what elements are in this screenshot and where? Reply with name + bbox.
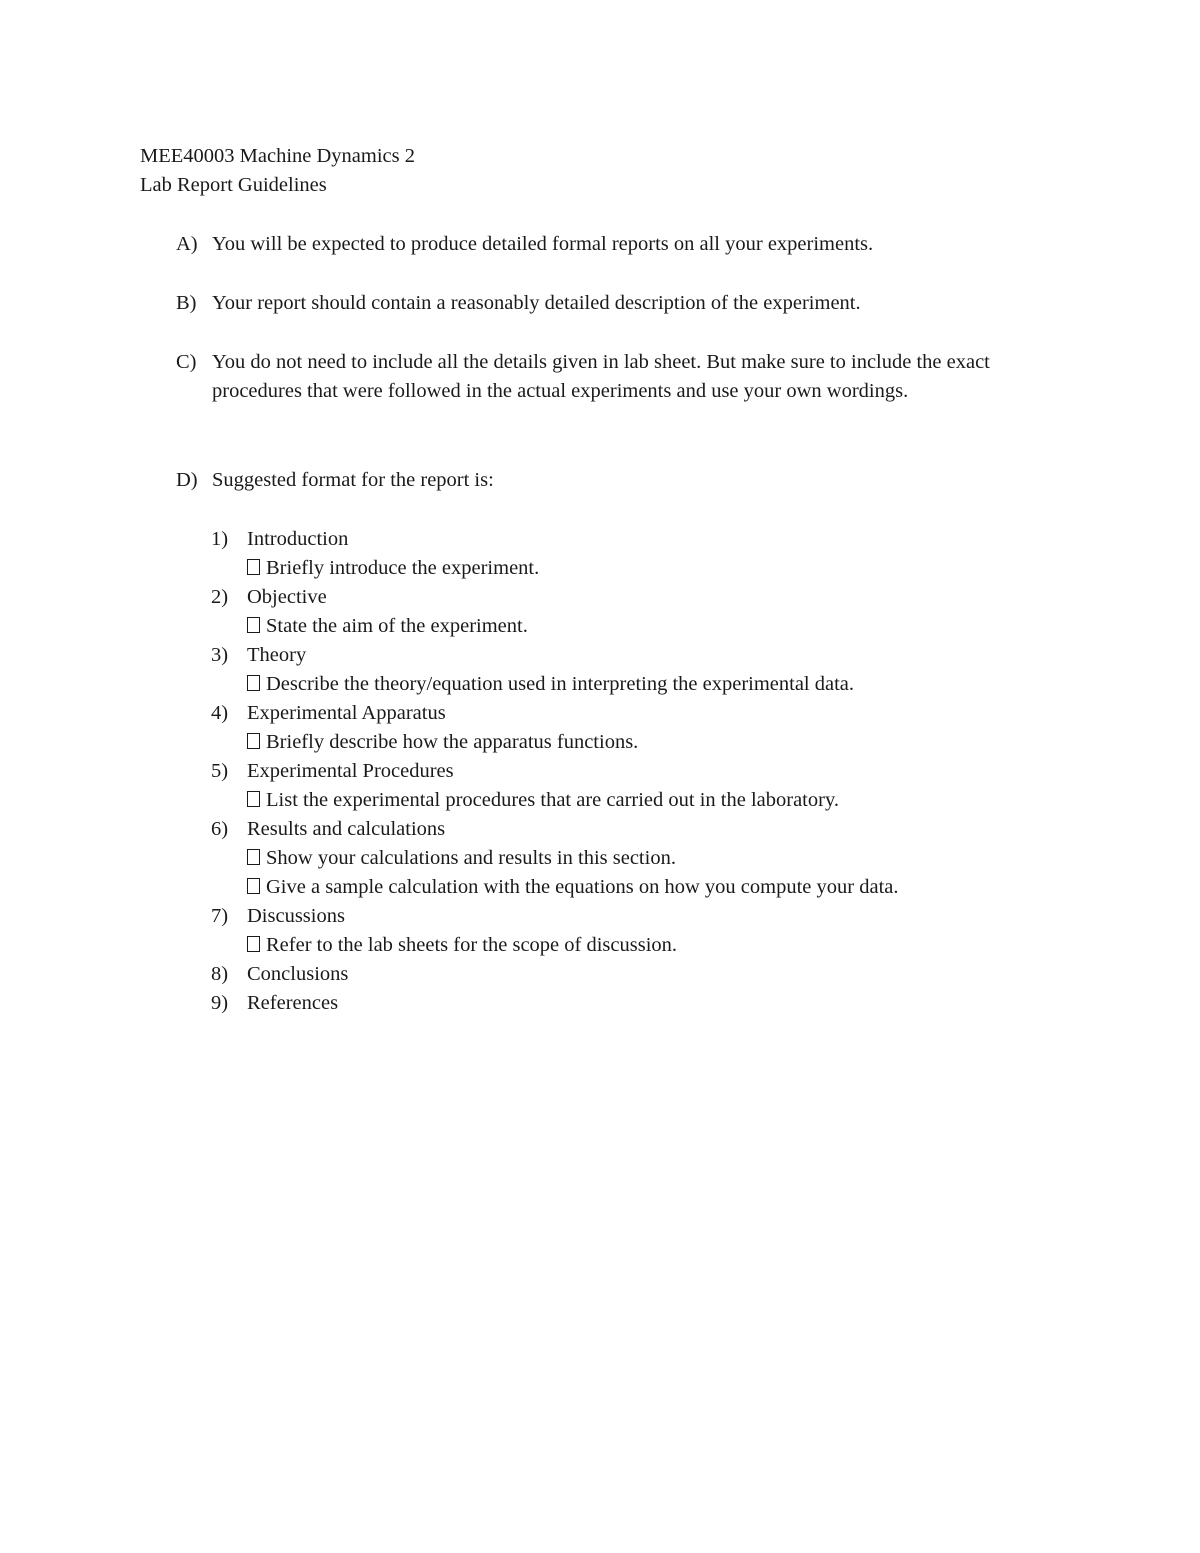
format-item-heading: Discussions xyxy=(247,905,345,927)
guideline-letter: A) xyxy=(176,233,198,255)
checkbox-square-icon xyxy=(247,733,260,749)
format-item-bullet xyxy=(247,670,1031,699)
format-item-heading: Results and calculations xyxy=(247,818,446,840)
checkbox-square-icon xyxy=(247,617,260,633)
guideline-c xyxy=(176,348,1026,406)
format-item-objective xyxy=(211,583,1031,641)
checkbox-square-icon xyxy=(247,791,260,807)
format-item-theory xyxy=(211,641,1031,699)
format-item-heading: Theory xyxy=(247,644,307,666)
format-item-number: 6) xyxy=(211,818,229,840)
guideline-letter: D) xyxy=(176,469,198,491)
format-item-experimental-apparatus xyxy=(211,699,1031,757)
guideline-text: Your report should contain a reasonably detailed description of the experiment. xyxy=(212,292,861,314)
format-item-bullet xyxy=(247,873,1031,902)
guideline-text: You will be expected to produce detailed formal reports on all your experiments. xyxy=(212,233,874,255)
checkbox-square-icon xyxy=(247,936,260,952)
format-item-conclusions xyxy=(211,960,1031,989)
format-item-bullet xyxy=(247,931,1031,960)
format-item-discussions xyxy=(211,902,1031,960)
format-item-number: 3) xyxy=(211,644,229,666)
guideline-letter: B) xyxy=(176,292,197,314)
report-format-list xyxy=(211,525,1031,1018)
format-item-number: 2) xyxy=(211,586,229,608)
format-item-introduction xyxy=(211,525,1031,583)
format-item-bullet xyxy=(247,554,1031,583)
guideline-d xyxy=(176,466,1036,495)
guideline-b xyxy=(176,289,1036,318)
format-item-number: 4) xyxy=(211,702,229,724)
document-title: MEE40003 Machine Dynamics 2 xyxy=(140,145,415,167)
checkbox-square-icon xyxy=(247,559,260,575)
checkbox-square-icon xyxy=(247,878,260,894)
guideline-letter: C) xyxy=(176,351,197,373)
format-item-references xyxy=(211,989,1031,1018)
format-item-results-and-calculations xyxy=(211,815,1031,902)
bullet-text: Refer to the lab sheets for the scope of discussion. xyxy=(266,934,678,956)
bullet-text: Briefly describe how the apparatus functions. xyxy=(266,731,639,753)
guideline-text: Suggested format for the report is: xyxy=(212,469,494,491)
format-item-bullet xyxy=(247,728,1031,757)
bullet-text: Describe the theory/equation used in interpreting the experimental data. xyxy=(266,673,855,695)
format-item-heading: Experimental Procedures xyxy=(247,760,454,782)
guideline-a xyxy=(176,230,1036,259)
bullet-text: List the experimental procedures that are carried out in the laboratory. xyxy=(266,789,839,811)
format-item-number: 9) xyxy=(211,992,229,1014)
format-item-number: 5) xyxy=(211,760,229,782)
format-item-number: 7) xyxy=(211,905,229,927)
guideline-text: You do not need to include all the details given in lab sheet. But make sure to include the exact procedures that were followed in the actual experiments and use your own wordings. xyxy=(212,351,990,402)
checkbox-square-icon xyxy=(247,849,260,865)
format-item-heading: Introduction xyxy=(247,528,349,550)
format-item-number: 8) xyxy=(211,963,229,985)
document-subtitle: Lab Report Guidelines xyxy=(140,174,327,196)
format-item-bullet xyxy=(247,844,1031,873)
bullet-text: State the aim of the experiment. xyxy=(266,615,528,637)
format-item-heading: Experimental Apparatus xyxy=(247,702,446,724)
checkbox-square-icon xyxy=(247,675,260,691)
format-item-number: 1) xyxy=(211,528,229,550)
format-item-heading: References xyxy=(247,992,339,1014)
bullet-text: Give a sample calculation with the equations on how you compute your data. xyxy=(266,876,899,898)
format-item-experimental-procedures xyxy=(211,757,1031,815)
bullet-text: Show your calculations and results in this section. xyxy=(266,847,676,869)
bullet-text: Briefly introduce the experiment. xyxy=(266,557,540,579)
format-item-bullet xyxy=(247,612,1031,641)
format-item-heading: Conclusions xyxy=(247,963,349,985)
format-item-bullet xyxy=(247,786,1031,815)
format-item-heading: Objective xyxy=(247,586,327,608)
